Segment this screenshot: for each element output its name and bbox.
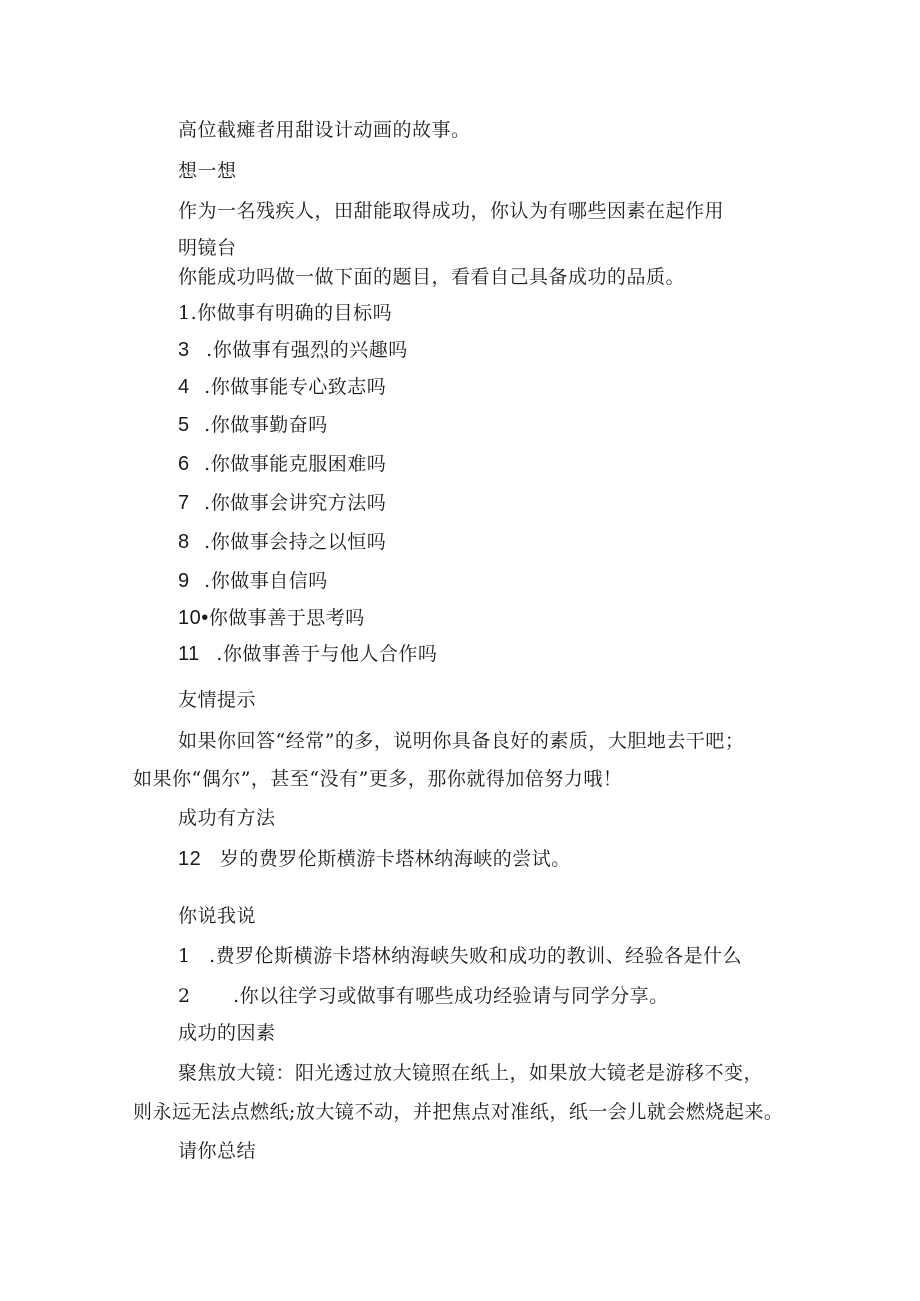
question-text: .你做事自信吗 — [204, 570, 328, 592]
question-number: 6 — [178, 453, 190, 475]
question-text: 你做事善于思考吗 — [208, 607, 365, 629]
question-1: 1.你做事有明确的目标吗 — [178, 302, 393, 324]
factors-line-2: 则永远无法点燃纸;放大镜不动，并把焦点对准纸，纸一会儿就会燃烧起来。 — [133, 1101, 784, 1123]
question-number: 11 — [178, 643, 200, 665]
story-title: 高位截瘫者用甜设计动画的故事。 — [178, 119, 471, 141]
tips-line-2: 如果你“偶尔”，甚至“没有”更多，那你就得加倍努力哦！ — [133, 768, 623, 790]
discuss-item-1 — [178, 944, 742, 968]
tips-line-1: 如果你回答“经常”的多，说明你具备良好的素质，大胆地去干吧； — [178, 730, 745, 752]
question-number: 8 — [178, 531, 190, 553]
question-text: .你做事有强烈的兴趣吗 — [206, 339, 408, 361]
question-text: .你做事会持之以恒吗 — [204, 531, 387, 553]
question-text: .你做事勤奋吗 — [204, 414, 328, 436]
item-text: .你以往学习或做事有哪些成功经验请与同学分享。 — [233, 985, 669, 1007]
mirror-intro: 你能成功吗做一做下面的题目，看看自己具备成功的品质。 — [178, 266, 686, 288]
method-heading: 成功有方法 — [178, 807, 276, 829]
age-number: 12 — [178, 848, 202, 870]
question-8 — [178, 530, 386, 554]
think-heading: 想一想 — [178, 160, 237, 182]
question-4 — [178, 375, 386, 399]
method-text: 岁的费罗伦斯横游卡塔林纳海峡的尝试。 — [219, 848, 571, 870]
question-number: 9 — [178, 570, 190, 592]
factors-line-1: 聚焦放大镜：阳光透过放大镜照在纸上，如果放大镜老是游移不变， — [178, 1062, 764, 1084]
item-number: 2 — [178, 985, 191, 1007]
item-number: 1 — [178, 945, 191, 967]
question-text: .你做事会讲究方法吗 — [204, 492, 387, 514]
tips-heading: 友情提示 — [178, 689, 257, 711]
question-3 — [178, 338, 408, 362]
question-number: 4 — [178, 376, 190, 398]
question-number: 3 — [178, 339, 190, 361]
question-11 — [178, 642, 437, 666]
question-text: .你做事善于与他人合作吗 — [216, 643, 438, 665]
question-5 — [178, 413, 328, 437]
discuss-heading: 你说我说 — [178, 905, 257, 927]
factors-heading: 成功的因素 — [178, 1022, 276, 1044]
question-number: 7 — [178, 492, 190, 514]
question-9 — [178, 569, 328, 593]
mirror-stage-heading: 明镜台 — [178, 237, 237, 259]
think-question: 作为一名残疾人，田甜能取得成功，你认为有哪些因素在起作用 — [178, 200, 725, 222]
item-text: .费罗伦斯横游卡塔林纳海峡失败和成功的教训、经验各是什么 — [209, 945, 743, 967]
question-text: .你做事能专心致志吗 — [204, 376, 387, 398]
question-10 — [178, 606, 365, 630]
method-line — [178, 847, 571, 871]
summary-heading: 请你总结 — [178, 1140, 257, 1162]
question-6 — [178, 452, 386, 476]
question-number: 5 — [178, 414, 190, 436]
discuss-item-2 — [178, 984, 669, 1008]
question-text: .你做事能克服困难吗 — [204, 453, 387, 475]
question-7 — [178, 491, 386, 515]
question-number: 10• — [178, 607, 209, 629]
